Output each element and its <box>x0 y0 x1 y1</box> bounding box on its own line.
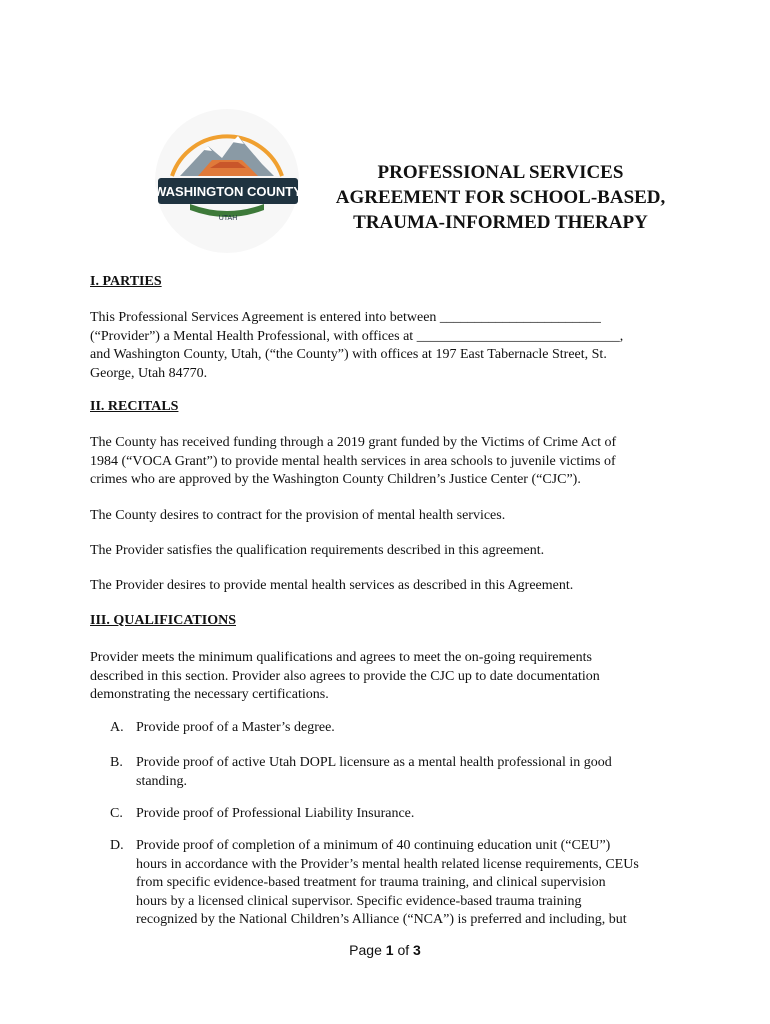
recitals-paragraph-2 <box>90 507 690 526</box>
page-of: of <box>393 942 414 958</box>
list-item-line: from specific evidence-based treatment for trauma training, and clinical supervision <box>136 875 606 890</box>
washington-county-logo <box>150 106 305 256</box>
list-item <box>110 837 690 930</box>
logo-county-name: WASHINGTON COUNTY <box>154 184 302 199</box>
section-heading-parties: I. PARTIES <box>90 274 162 289</box>
total-pages: 3 <box>413 942 421 958</box>
list-item-line: hours in accordance with the Provider’s mental health related license requirements, CEUs <box>136 856 639 872</box>
list-item-letter: A. <box>110 720 124 735</box>
logo-state: UTAH <box>218 215 238 222</box>
list-item-letter: B. <box>110 755 123 770</box>
paragraph-line: The County has received funding through a 2019 grant funded by the Victims of Crime Act of <box>90 435 617 450</box>
title-line: AGREEMENT FOR SCHOOL-BASED, <box>335 187 666 208</box>
list-item-line: hours by a licensed clinical supervisor. Specific evidence-based trauma training <box>136 893 582 909</box>
list-item <box>110 805 690 824</box>
recitals-paragraph-4 <box>90 577 690 596</box>
page-number <box>0 942 770 958</box>
recitals-paragraph-3 <box>90 542 690 561</box>
document-title <box>318 160 683 235</box>
paragraph-line: The County desires to contract for the provision of mental health services. <box>90 508 506 523</box>
list-item-line: Provide proof of active Utah DOPL licensure as a mental health professional in good <box>136 755 612 770</box>
list-item-line: recognized by the National Children’s Alliance (“NCA”) is preferred and including, but <box>136 912 627 927</box>
list-item-line: Provide proof of Professional Liability Insurance. <box>136 806 415 821</box>
paragraph-line: described in this section. Provider also agrees to provide the CJC up to date documentation <box>90 668 600 684</box>
paragraph-line: and Washington County, Utah, (“the County”) with offices at 197 East Tabernacle Street, St. <box>90 347 607 362</box>
paragraph-line: 1984 (“VOCA Grant”) to provide mental health services in area schools to juvenile victims of <box>90 453 616 469</box>
qualifications-intro <box>90 649 690 705</box>
title-line: PROFESSIONAL SERVICES <box>377 162 624 183</box>
paragraph-line: The Provider desires to provide mental health services as described in this Agreement. <box>90 578 574 593</box>
paragraph-line: This Professional Services Agreement is entered into between _______________________ <box>90 310 601 325</box>
list-item <box>110 719 690 738</box>
paragraph-line: demonstrating the necessary certifications. <box>90 687 329 702</box>
list-item-letter: D. <box>110 838 124 853</box>
county-seal-icon <box>150 106 305 256</box>
current-page: 1 <box>385 942 394 958</box>
list-item-line: Provide proof of a Master’s degree. <box>136 720 335 735</box>
paragraph-line: The Provider satisfies the qualification requirements described in this agreement. <box>90 543 545 558</box>
paragraph-line: (“Provider”) a Mental Health Professional, with offices at _____________________________, <box>90 328 624 344</box>
list-item <box>110 754 690 791</box>
list-item-line: standing. <box>136 773 187 789</box>
list-item-letter: C. <box>110 806 123 821</box>
section-heading-qualifications: III. QUALIFICATIONS <box>90 613 236 628</box>
page-prefix: Page <box>349 942 386 958</box>
paragraph-line: Provider meets the minimum qualifications and agrees to meet the on-going requirements <box>90 650 592 665</box>
title-line: TRAUMA-INFORMED THERAPY <box>353 212 648 233</box>
paragraph-line: crimes who are approved by the Washington County Children’s Justice Center (“CJC”). <box>90 472 581 487</box>
list-item-line: Provide proof of completion of a minimum of 40 continuing education unit (“CEU”) <box>136 838 611 853</box>
section-heading-recitals: II. RECITALS <box>90 399 179 414</box>
paragraph-line: George, Utah 84770. <box>90 365 208 381</box>
recitals-paragraph-1 <box>90 434 690 490</box>
parties-paragraph <box>90 309 690 383</box>
